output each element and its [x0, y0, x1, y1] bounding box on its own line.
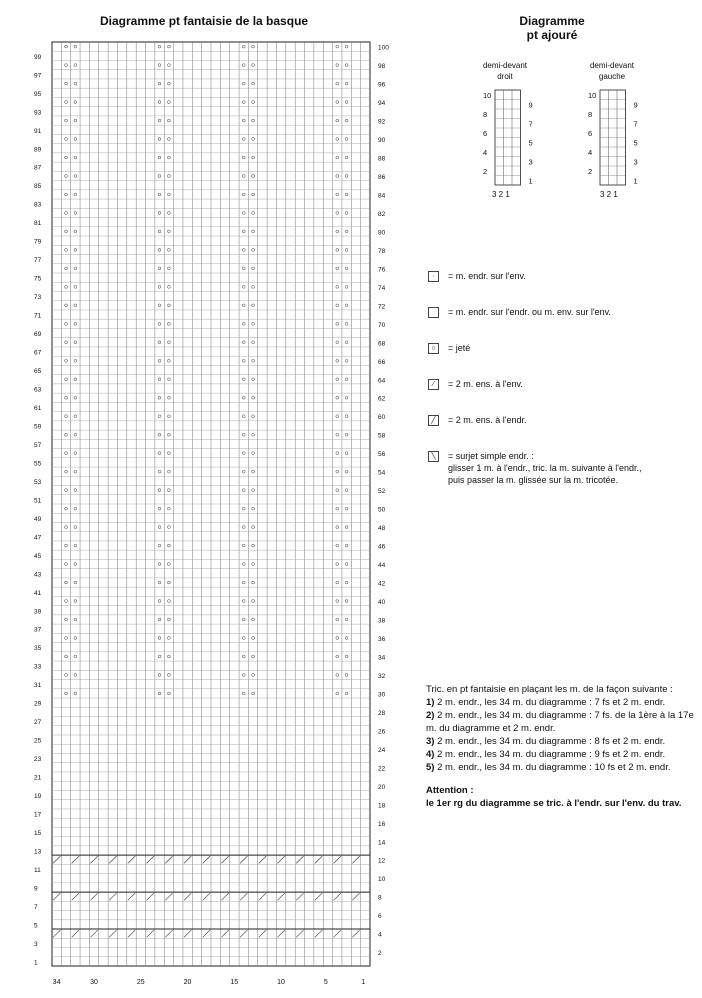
row-label-right: 92: [378, 118, 386, 126]
row-label-left: 63: [34, 386, 42, 394]
purl-dot-icon: ·: [428, 271, 439, 282]
row-label-left: 7: [34, 903, 38, 911]
stitch-label-bottom: 5: [323, 979, 328, 986]
ssk-icon: ╲: [428, 451, 439, 462]
row-label-left: 45: [34, 552, 42, 560]
row-label-right: 68: [378, 340, 386, 348]
row-label-left: 37: [34, 626, 42, 634]
row-label-right: 8: [378, 894, 382, 902]
row-label-right: 94: [378, 100, 386, 108]
row-label-right: 6: [378, 913, 382, 921]
row-label-left: 47: [34, 534, 42, 542]
row-label-left: 67: [34, 349, 42, 357]
attention-title: Attention :: [426, 785, 474, 796]
instruction-item: 3) 2 m. endr., les 34 m. du diagramme : 8 fs et 2 m. endr.: [426, 736, 666, 747]
right-front-grid-row-label: 2: [483, 167, 488, 176]
right-front-grid-row-label: 7: [528, 119, 533, 129]
row-label-left: 99: [34, 53, 42, 61]
row-label-right: 48: [378, 525, 386, 533]
row-label-left: 53: [34, 478, 42, 486]
stitch-label-bottom: 1: [361, 979, 366, 986]
row-label-left: 23: [34, 756, 42, 764]
legend-text: = 2 m. ens. à l'endr.: [448, 415, 527, 425]
row-label-left: 11: [34, 866, 41, 874]
left-front-bottom-numbers: 3 2 1: [600, 190, 618, 199]
row-label-right: 44: [378, 562, 386, 570]
left-front-grid-row-label: 7: [633, 119, 638, 129]
row-label-left: 71: [34, 312, 42, 320]
row-label-left: 97: [34, 72, 42, 80]
small-chart-title-line2: pt ajouré: [526, 28, 578, 42]
row-label-right: 40: [378, 599, 386, 607]
row-label-left: 79: [34, 238, 42, 246]
row-label-right: 80: [378, 229, 386, 237]
k2tog-purl-icon: ⁄: [428, 379, 439, 390]
row-label-left: 51: [34, 497, 42, 505]
stitch-label-bottom: 20: [183, 979, 192, 986]
row-label-right: 60: [378, 414, 386, 422]
left-front-grid-row-label: 1: [633, 176, 638, 186]
row-label-right: 12: [378, 857, 386, 865]
stitch-label-bottom: 25: [136, 979, 145, 986]
row-label-right: 98: [378, 63, 386, 71]
row-label-left: 93: [34, 109, 42, 117]
row-label-right: 34: [378, 654, 386, 662]
right-front-grid-row-label: 9: [528, 100, 533, 110]
row-label-right: 64: [378, 377, 386, 385]
row-label-left: 15: [34, 830, 42, 838]
row-label-left: 95: [34, 90, 42, 98]
row-label-left: 91: [34, 127, 42, 135]
legend-text: glisser 1 m. à l'endr., tric. la m. suivante à l'endr.,: [448, 463, 642, 473]
row-label-right: 22: [378, 765, 386, 773]
row-label-right: 58: [378, 432, 386, 440]
row-label-left: 41: [34, 589, 42, 597]
row-label-right: 90: [378, 137, 386, 145]
right-front-bottom-numbers: 3 2 1: [492, 190, 510, 199]
row-label-right: 50: [378, 506, 386, 514]
legend-text: = 2 m. ens. à l'env.: [448, 379, 523, 389]
attention-text: le 1er rg du diagramme se tric. à l'endr. sur l'env. du trav.: [426, 798, 682, 809]
row-label-left: 13: [34, 848, 42, 856]
k2tog-icon: ╱: [428, 415, 439, 426]
legend-text: = surjet simple endr. :: [448, 451, 534, 461]
stitch-label-bottom: 34: [52, 979, 61, 986]
row-label-left: 39: [34, 608, 42, 616]
right-front-grid-row-label: 5: [528, 138, 533, 148]
left-front-grid-row-label: 9: [633, 100, 638, 110]
left-front-grid-row-label: 5: [633, 138, 638, 148]
row-label-right: 42: [378, 580, 386, 588]
row-label-right: 20: [378, 783, 386, 791]
row-label-left: 21: [34, 774, 42, 782]
row-label-right: 56: [378, 451, 386, 459]
row-label-right: 70: [378, 321, 386, 329]
row-label-right: 36: [378, 635, 386, 643]
right-front-grid-row-label: 6: [483, 129, 488, 138]
stitch-label-bottom: 30: [90, 979, 98, 986]
right-front-line1: demi-devant: [482, 61, 528, 70]
row-label-left: 33: [34, 663, 42, 671]
row-label-right: 16: [378, 820, 386, 828]
row-label-right: 96: [378, 81, 386, 89]
row-label-left: 29: [34, 700, 42, 708]
left-front-grid-row-label: 3: [633, 157, 638, 167]
right-front-grid-row-label: 10: [483, 91, 492, 100]
row-label-left: 77: [34, 257, 42, 265]
row-label-left: 69: [34, 331, 42, 339]
row-label-right: 28: [378, 709, 386, 717]
row-label-left: 81: [34, 220, 42, 228]
row-label-right: 32: [378, 672, 386, 680]
row-label-right: 18: [378, 802, 386, 810]
row-label-left: 83: [34, 201, 42, 209]
row-label-left: 27: [34, 719, 42, 727]
row-label-right: 84: [378, 192, 386, 200]
row-label-left: 75: [34, 275, 42, 283]
row-label-right: 88: [378, 155, 386, 163]
left-front-grid-row-label: 6: [588, 129, 593, 138]
row-label-left: 25: [34, 737, 42, 745]
stitch-label-bottom: 10: [277, 979, 285, 986]
right-front-grid-row-label: 8: [483, 110, 488, 119]
row-label-left: 65: [34, 368, 42, 376]
row-label-left: 89: [34, 146, 42, 154]
right-front-grid-row-label: 1: [528, 176, 533, 186]
row-label-left: 85: [34, 183, 42, 191]
row-label-right: 66: [378, 358, 386, 366]
row-label-left: 43: [34, 571, 42, 579]
left-front-line2: gauche: [598, 72, 626, 81]
row-label-left: 87: [34, 164, 42, 172]
row-label-right: 100: [378, 44, 389, 52]
left-front-grid-row-label: 2: [588, 167, 593, 176]
row-label-left: 73: [34, 294, 42, 302]
row-label-right: 76: [378, 266, 386, 274]
row-label-left: 61: [34, 404, 42, 412]
row-label-left: 59: [34, 423, 42, 431]
row-label-right: 4: [378, 931, 382, 939]
row-label-right: 10: [378, 876, 386, 884]
left-front-grid-row-label: 4: [588, 148, 593, 157]
row-label-right: 52: [378, 488, 386, 496]
row-label-right: 54: [378, 469, 386, 477]
row-label-right: 26: [378, 728, 386, 736]
right-front-line2: droit: [497, 72, 513, 81]
row-label-left: 35: [34, 645, 42, 653]
legend-text: puis passer la m. glissée sur la m. tricotée.: [448, 475, 619, 485]
legend-text: = m. endr. sur l'env.: [448, 271, 526, 281]
row-label-left: 9: [34, 885, 38, 893]
row-label-left: 31: [34, 682, 42, 690]
legend-text: = jeté: [448, 343, 471, 353]
instruction-item: 4) 2 m. endr., les 34 m. du diagramme : 9 fs et 2 m. endr.: [426, 749, 666, 760]
main-chart-title: Diagramme pt fantaisie de la basque: [100, 14, 309, 28]
row-label-right: 82: [378, 210, 386, 218]
row-label-right: 30: [378, 691, 386, 699]
legend-text: = m. endr. sur l'endr. ou m. env. sur l'env.: [448, 307, 611, 317]
instruction-item: 1) 2 m. endr., les 34 m. du diagramme : 7 fs et 2 m. endr.: [426, 697, 666, 708]
row-label-right: 14: [378, 839, 386, 847]
right-front-grid-row-label: 4: [483, 148, 488, 157]
row-label-right: 24: [378, 746, 386, 754]
small-chart-title-line1: Diagramme: [519, 14, 585, 28]
left-front-grid-row-label: 8: [588, 110, 593, 119]
left-front-grid-row-label: 10: [588, 91, 597, 100]
right-front-grid-row-label: 3: [528, 157, 533, 167]
yarn-over-icon: ○: [428, 343, 439, 354]
row-label-right: 46: [378, 543, 386, 551]
row-label-right: 86: [378, 173, 386, 181]
instructions-intro: Tric. en pt fantaisie en plaçant les m. de la façon suivante :: [426, 684, 673, 695]
instruction-item: 5) 2 m. endr., les 34 m. du diagramme : 10 fs et 2 m. endr.: [426, 762, 671, 773]
row-label-left: 17: [34, 811, 42, 819]
row-label-left: 19: [34, 793, 42, 801]
row-label-right: 62: [378, 395, 386, 403]
row-label-left: 49: [34, 515, 42, 523]
row-label-left: 1: [34, 959, 38, 967]
instruction-item: 2) 2 m. endr., les 34 m. du diagramme : 7 fs. de la 1ère à la 17e m. du diagramme et 2 m. endr.: [426, 710, 694, 734]
row-label-right: 74: [378, 284, 386, 292]
left-front-line1: demi-devant: [589, 61, 635, 70]
row-label-left: 5: [34, 922, 38, 930]
row-label-left: 55: [34, 460, 42, 468]
row-label-left: 3: [34, 940, 38, 948]
row-label-left: 57: [34, 441, 42, 449]
stitch-label-bottom: 15: [230, 979, 239, 986]
row-label-right: 72: [378, 303, 386, 311]
row-label-right: 38: [378, 617, 386, 625]
row-label-right: 78: [378, 247, 386, 255]
row-label-right: 2: [378, 950, 382, 958]
